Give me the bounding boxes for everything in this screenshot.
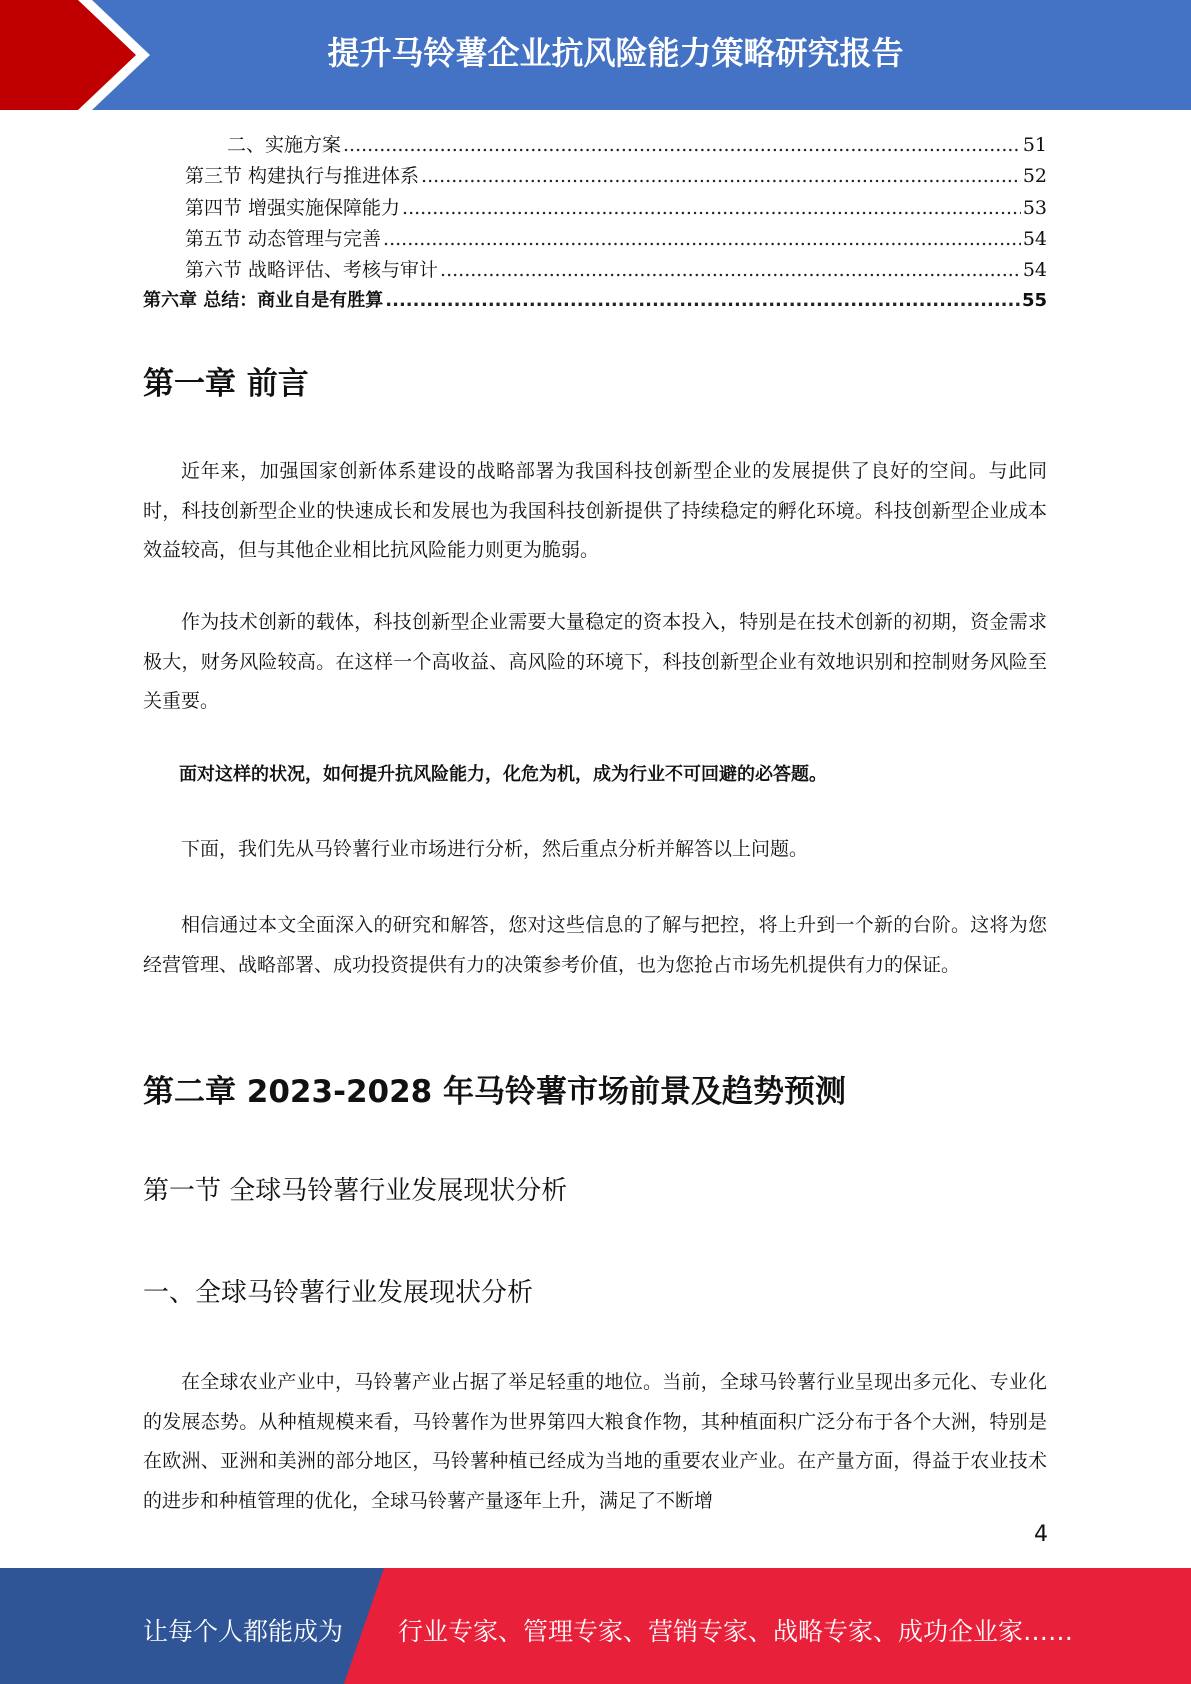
body-paragraph: 在全球农业产业中，马铃薯产业占据了举足轻重的地位。当前，全球马铃薯行业呈现出多元化、专业化的发展态势。从种植规模来看，马铃薯作为世界第四大粮食作物，其种植面积广泛分布于各个大洲，特别是在欧洲、亚洲和美洲的部分地区，马铃薯种植已经成为当地的重要农业产业。在产量方面，得益于农业技术的进步和种植管理的优化，全球马铃薯产量逐年上升，满足了不断增: [143, 1371, 1047, 1512]
toc-entry-label: 第四节 增强实施保障能力: [185, 196, 401, 219]
toc-leader-dots: [421, 165, 1021, 187]
toc-entry-label: 第五节 动态管理与完善: [185, 227, 382, 250]
body-paragraph: 近年来，加强国家创新体系建设的战略部署为我国科技创新型企业的发展提供了良好的空间。与此同时，科技创新型企业的快速成长和发展也为我国科技创新提供了持续稳定的孵化环境。科技创新型企业成本效益较高，但与其他企业相比抗风险能力则更为脆弱。: [143, 460, 1047, 561]
toc-entry-label: 二、实施方案: [227, 134, 342, 156]
toc-entry[interactable]: [143, 255, 1047, 286]
toc-entry-chapter[interactable]: [143, 286, 1047, 317]
body-paragraph: 下面，我们先从马铃薯行业市场进行分析，然后重点分析并解答以上问题。: [181, 838, 809, 860]
page-footer: [0, 1568, 1191, 1684]
page-header: [0, 0, 1191, 110]
toc-entry-page: 51: [1022, 134, 1047, 156]
toc-entry-label: 第六节 战略评估、考核与审计: [185, 259, 439, 282]
toc-entry[interactable]: [143, 161, 1047, 192]
toc-entry-label: 第六章 总结：商业自是有胜算: [143, 290, 384, 312]
toc-leader-dots: [440, 259, 1021, 281]
subsection-heading: 一、全球马铃薯行业发展现状分析: [143, 1278, 534, 1308]
report-title: 提升马铃薯企业抗风险能力策略研究报告: [327, 34, 904, 72]
toc-entry[interactable]: [143, 193, 1047, 224]
section-heading: 第一节 全球马铃薯行业发展现状分析: [143, 1176, 568, 1206]
page-number: 4: [1034, 1522, 1048, 1547]
toc-entry-page: 53: [1022, 196, 1047, 219]
chapter-heading: 第二章 2023-2028 年马铃薯市场前景及趋势预测: [143, 1074, 847, 1110]
body-paragraph: 作为技术创新的载体，科技创新型企业需要大量稳定的资本投入，特别是在技术创新的初期，资金需求极大，财务风险较高。在这样一个高收益、高风险的环境下，科技创新型企业有效地识别和控制财务风险至关重要。: [143, 611, 1047, 712]
toc-entry-page: 54: [1022, 259, 1047, 282]
toc-entry-page: 54: [1022, 227, 1047, 250]
toc-leader-dots: [383, 228, 1021, 250]
footer-slogan-right: 行业专家、管理专家、营销专家、战略专家、成功企业家……: [398, 1617, 1074, 1646]
toc-leader-dots: [385, 290, 1020, 311]
emphasis-paragraph: 面对这样的状况，如何提升抗风险能力，化危为机，成为行业不可回避的必答题。: [179, 764, 827, 785]
toc-entry[interactable]: [143, 224, 1047, 255]
footer-slogan-left: 让每个人都能成为: [143, 1617, 344, 1646]
toc-entry[interactable]: [143, 130, 1047, 161]
toc-leader-dots: [343, 134, 1021, 156]
toc-leader-dots: [402, 197, 1021, 219]
chapter-heading: 第一章 前言: [143, 366, 309, 402]
toc-entry-label: 第三节 构建执行与推进体系: [185, 165, 420, 188]
body-paragraph: 相信通过本文全面深入的研究和解答，您对这些信息的了解与把控，将上升到一个新的台阶。这将为您经营管理、战略部署、成功投资提供有力的决策参考价值，也为您抢占市场先机提供有力的保证。: [143, 914, 1047, 976]
table-of-contents: [143, 130, 1047, 318]
toc-entry-page: 52: [1022, 165, 1047, 188]
toc-entry-page: 55: [1021, 290, 1047, 312]
